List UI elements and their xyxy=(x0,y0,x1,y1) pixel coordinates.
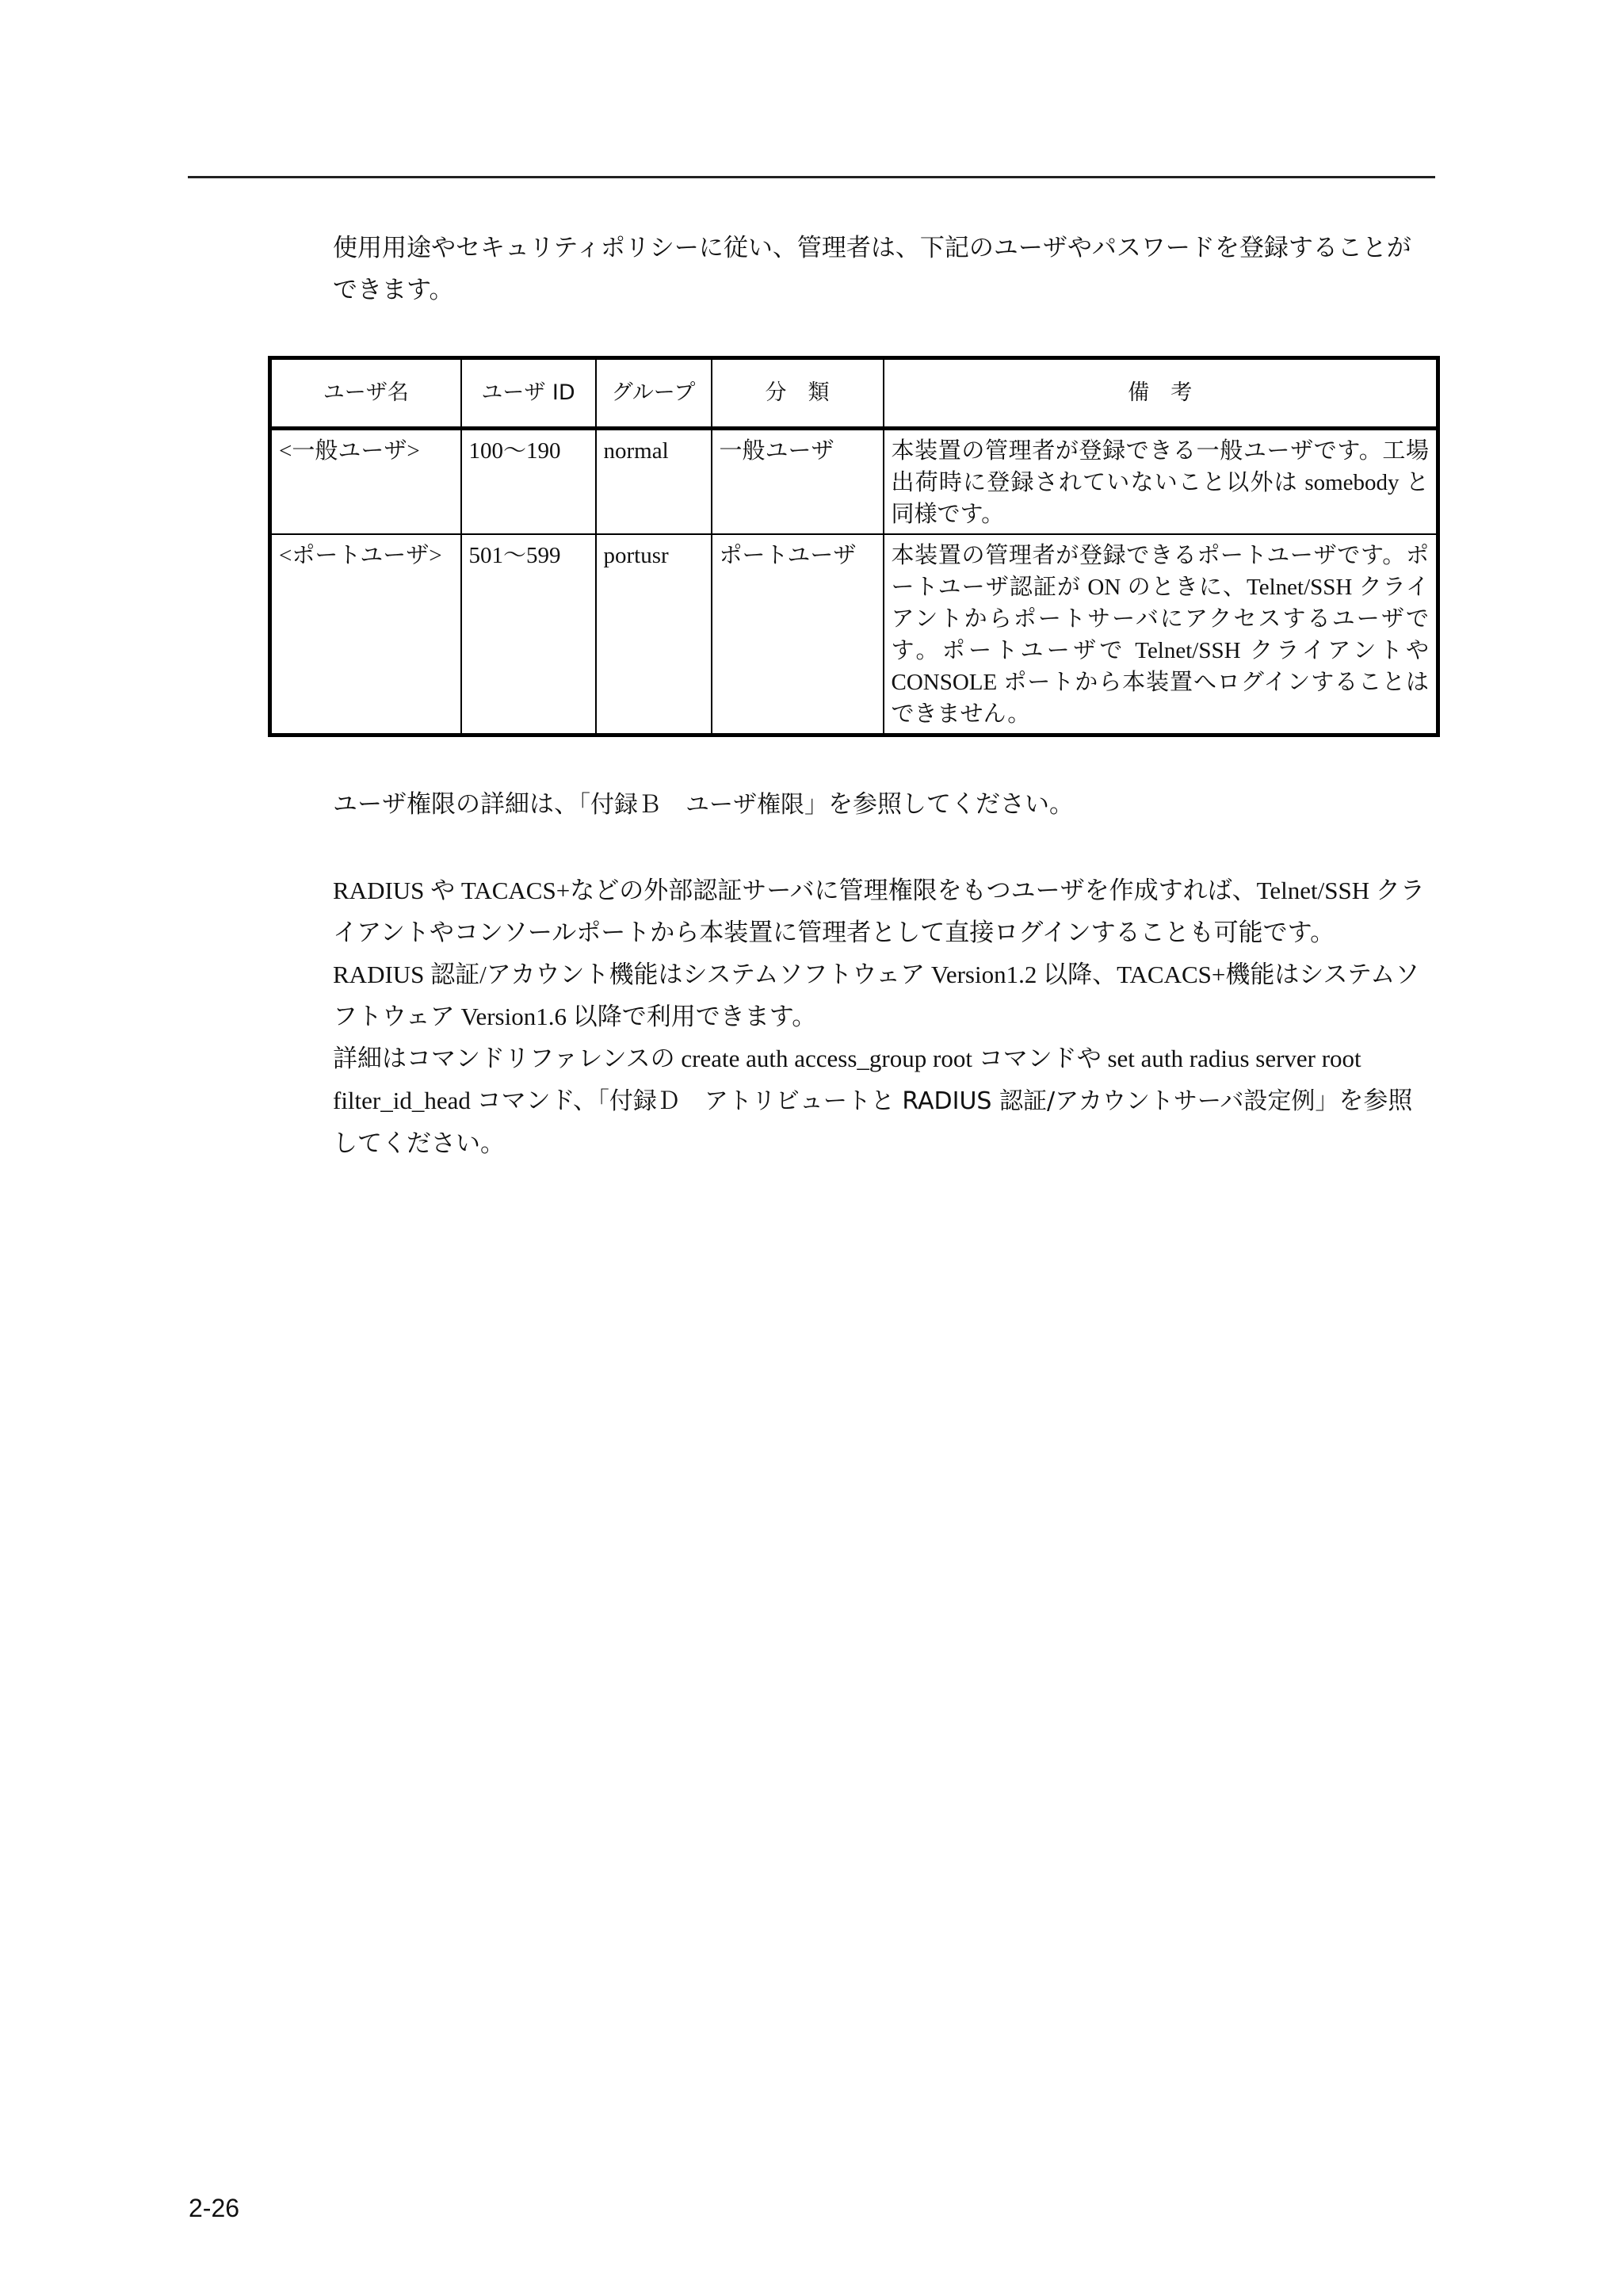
radius-paragraph-1: RADIUS や TACACS+などの外部認証サーバに管理権限をもつユーザを作成すれば、Telnet/SSH クライアントやコンソールポートから本装置に管理者として直接ログインすることも可能です。 xyxy=(333,877,1425,946)
cell-user-id: 501～599 xyxy=(461,534,596,735)
header-group: グループ xyxy=(596,358,712,429)
cell-group: normal xyxy=(596,429,712,535)
cell-category: ポートユーザ xyxy=(712,534,884,735)
cell-group: portusr xyxy=(596,534,712,735)
cell-category: 一般ユーザ xyxy=(712,429,884,535)
detail-paragraph xyxy=(333,783,1430,826)
cell-user-id: 100～190 xyxy=(461,429,596,535)
user-table xyxy=(268,356,1440,737)
table-header-row xyxy=(270,358,1438,429)
radius-paragraph-3 xyxy=(333,1037,1430,1164)
page-number: 2-26 xyxy=(189,2194,240,2222)
cell-remarks: 本装置の管理者が登録できるポートユーザです。ポートユーザ認証が ON のときに、Telnet/SSH クライアントからポートサーバにアクセスするユーザです。ポートユーザで Telnet/SSH クライアントや CONSOLE ポートから本装置へログインすることはできません。 xyxy=(884,534,1438,735)
cell-username: <ポートユーザ> xyxy=(270,534,461,735)
header-remarks: 備 考 xyxy=(884,358,1438,429)
radius-section xyxy=(333,869,1430,1164)
detail-text-post: を参照してください。 xyxy=(828,790,1074,818)
table-row xyxy=(270,534,1438,735)
appendix-b-reference: 「付録Ｂ ユーザ権限」 xyxy=(579,791,828,819)
detail-text-pre: ユーザ権限の詳細は、 xyxy=(333,790,579,818)
table-row xyxy=(270,429,1438,535)
header-username: ユーザ名 xyxy=(270,358,461,429)
radius-text-pre: 詳細はコマンドリファレンスの create auth access_group root コマンドや set auth radius server root filter_id_head コマンド、 xyxy=(333,1045,1361,1114)
radius-paragraph-2: RADIUS 認証/アカウント機能はシステムソフトウェア Version1.2 以降、TACACS+機能はシステムソフトウェア Version1.6 以降で利用できます。 xyxy=(333,961,1420,1030)
cell-remarks: 本装置の管理者が登録できる一般ユーザです。工場出荷時に登録されていないこと以外は somebody と同様です。 xyxy=(884,429,1438,535)
radius-text-post: を参照してください。 xyxy=(333,1087,1413,1157)
cell-username: <一般ユーザ> xyxy=(270,429,461,535)
header-user-id: ユーザ ID xyxy=(461,358,596,429)
header-rule xyxy=(188,176,1435,178)
header-category: 分 類 xyxy=(712,358,884,429)
appendix-d-reference: 「付録Ｄ アトリビュートと RADIUS 認証/アカウントサーバ設定例」 xyxy=(597,1087,1339,1115)
intro-paragraph: 使用用途やセキュリティポリシーに従い、管理者は、下記のユーザやパスワードを登録することができます。 xyxy=(333,234,1411,304)
